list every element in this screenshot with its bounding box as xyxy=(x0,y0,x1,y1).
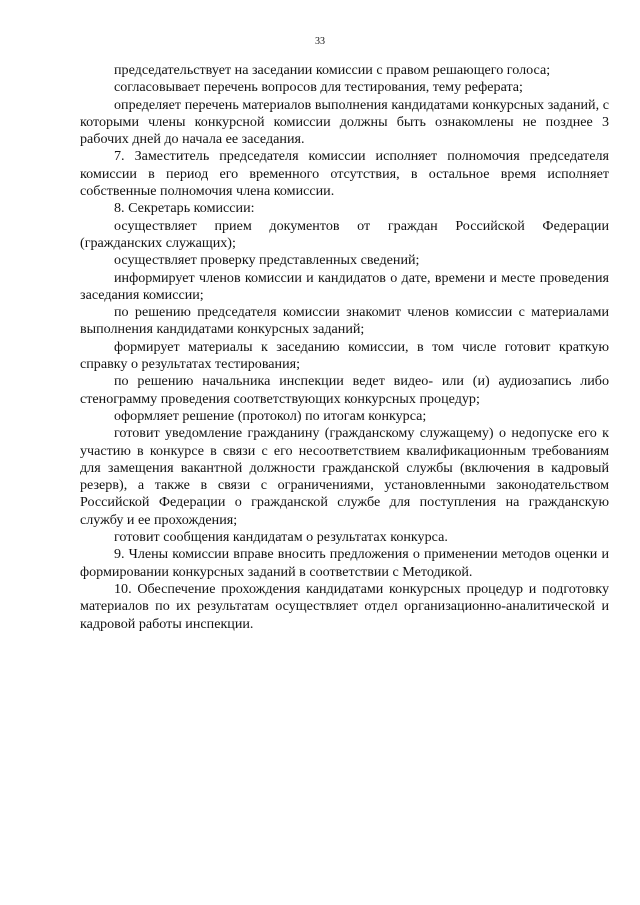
paragraph: по решению председателя комиссии знакомит членов комиссии с материалами выполнения кандидатами конкурсных заданий; xyxy=(80,304,609,338)
paragraph: 7. Заместитель председателя комиссии исполняет полномочия председателя комиссии в период его временного отсутствия, в остальное время исполняет собственные полномочия члена комиссии. xyxy=(80,148,609,200)
paragraph: оформляет решение (протокол) по итогам конкурса; xyxy=(114,407,427,424)
paragraph: по решению начальника инспекции ведет видео- или (и) аудиозапись либо стенограмму проведения соответствующих конкурсных процедур; xyxy=(80,373,609,407)
paragraph: 9. Члены комиссии вправе вносить предложения о применении методов оценки и формировании конкурсных заданий в соответствии с Методикой. xyxy=(80,546,609,580)
paragraph: осуществляет прием документов от граждан Российской Федерации (гражданских служащих); xyxy=(80,217,609,251)
paragraph: формирует материалы к заседанию комиссии, в том числе готовит краткую справку о результатах тестирования; xyxy=(80,338,609,373)
paragraph: осуществляет проверку представленных сведений; xyxy=(114,252,420,269)
paragraph: согласовывает перечень вопросов для тестирования, тему реферата; xyxy=(114,79,523,96)
paragraph: 10. Обеспечение прохождения кандидатами конкурсных процедур и подготовку материалов по их результатам осуществляет отдел организационно-аналитической и кадровой работы инспекции. xyxy=(80,580,609,632)
paragraph: председательствует на заседании комиссии с правом решающего голоса; xyxy=(114,62,551,78)
paragraph: определяет перечень материалов выполнения кандидатами конкурсных заданий, с которыми члены конкурсной комиссии должны быть ознакомлены не позднее 3 рабочих дней до начала ее заседания. xyxy=(80,96,609,148)
paragraph: 8. Секретарь комиссии: xyxy=(114,200,255,217)
page-number: 33 xyxy=(315,36,325,47)
paragraph: готовит уведомление гражданину (гражданскому служащему) о недопуске его к участию в конкурсе в связи с его несоответствием квалификационным требованиям для замещения вакантной должности гражданской службы (включения в кадровый резерв), а также в связи с ограничениями, установленными законодательством Российской Федерации о гражданской службе для поступления на гражданскую службу и ее прохождения; xyxy=(80,425,609,528)
document-body xyxy=(80,62,609,633)
paragraph: готовит сообщения кандидатам о результатах конкурса. xyxy=(114,529,448,546)
paragraph: информирует членов комиссии и кандидатов о дате, времени и месте проведения заседания комиссии; xyxy=(80,269,609,303)
